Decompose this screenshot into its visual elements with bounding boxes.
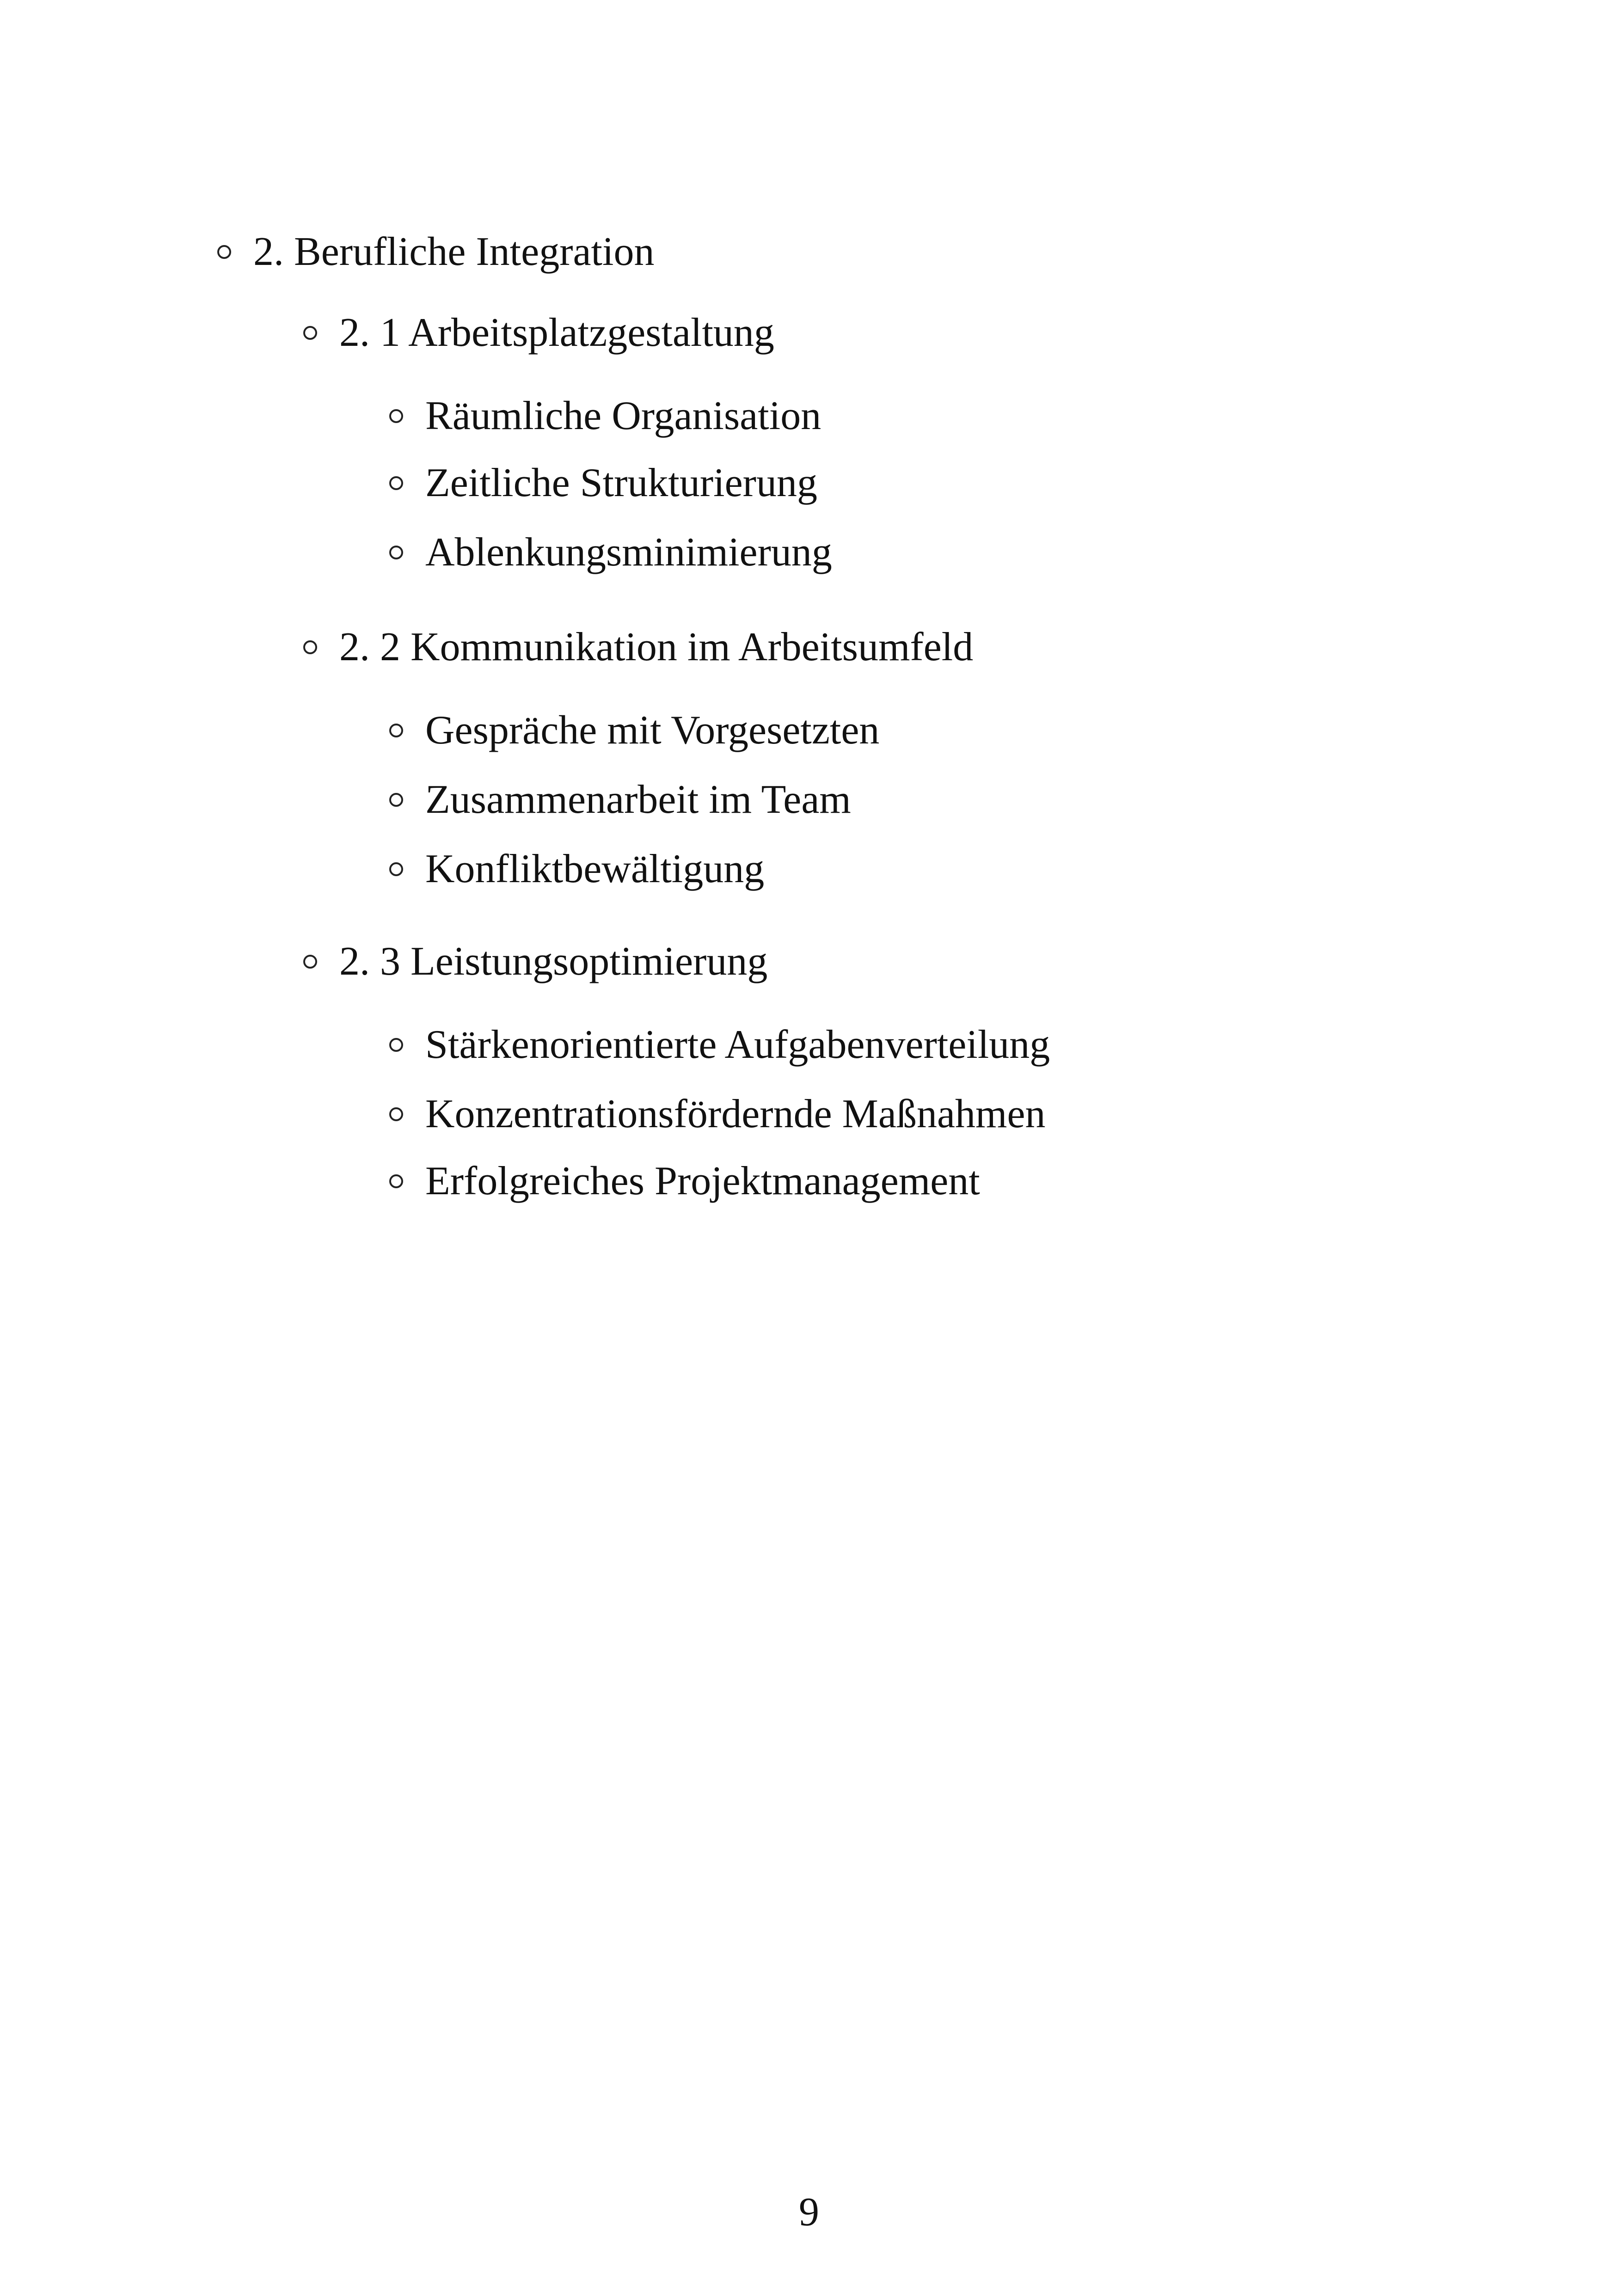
list-item-label: Erfolgreiches Projektmanagement <box>425 1159 980 1203</box>
list-item-label: Konzentrationsfördernde Maßnahmen <box>425 1092 1046 1136</box>
list-item-label: Zeitliche Strukturierung <box>425 460 817 505</box>
subsection-title: 2. 3 Leistungsoptimierung <box>339 939 768 984</box>
list-item-label: Ablenkungsminimierung <box>425 530 832 575</box>
list-item <box>217 227 654 277</box>
list-item-label: Gespräche mit Vorgesetzten <box>425 708 880 753</box>
list-item <box>389 391 821 442</box>
list-item <box>303 307 774 358</box>
hollow-bullet-icon <box>389 476 403 490</box>
hollow-bullet-icon <box>303 955 317 969</box>
hollow-bullet-icon <box>217 245 231 259</box>
list-item-label: Räumliche Organisation <box>425 393 821 438</box>
list-item <box>389 1089 1046 1140</box>
list-item <box>389 1156 980 1207</box>
hollow-bullet-icon <box>389 1038 403 1052</box>
hollow-bullet-icon <box>389 546 403 559</box>
section-title: 2. Berufliche Integration <box>253 229 655 274</box>
hollow-bullet-icon <box>389 724 403 737</box>
subsection-title: 2. 2 Kommunikation im Arbeitsumfeld <box>339 625 974 669</box>
list-item <box>389 705 879 756</box>
list-item <box>303 936 767 987</box>
list-item <box>389 458 817 509</box>
hollow-bullet-icon <box>303 326 317 340</box>
list-item <box>389 774 851 825</box>
list-item <box>389 844 764 895</box>
list-item-label: Zusammenarbeit im Team <box>425 777 851 822</box>
list-item-label: Stärkenorientierte Aufgabenverteilung <box>425 1022 1050 1067</box>
hollow-bullet-icon <box>389 862 403 876</box>
hollow-bullet-icon <box>303 640 317 654</box>
hollow-bullet-icon <box>389 409 403 423</box>
list-item <box>303 622 973 673</box>
list-item <box>389 1019 1050 1070</box>
list-item-label: Konfliktbewältigung <box>425 847 765 891</box>
hollow-bullet-icon <box>389 1174 403 1188</box>
hollow-bullet-icon <box>389 1107 403 1121</box>
page-number: 9 <box>799 2190 819 2235</box>
list-item <box>389 527 832 578</box>
subsection-title: 2. 1 Arbeitsplatzgestaltung <box>339 310 774 355</box>
hollow-bullet-icon <box>389 793 403 807</box>
